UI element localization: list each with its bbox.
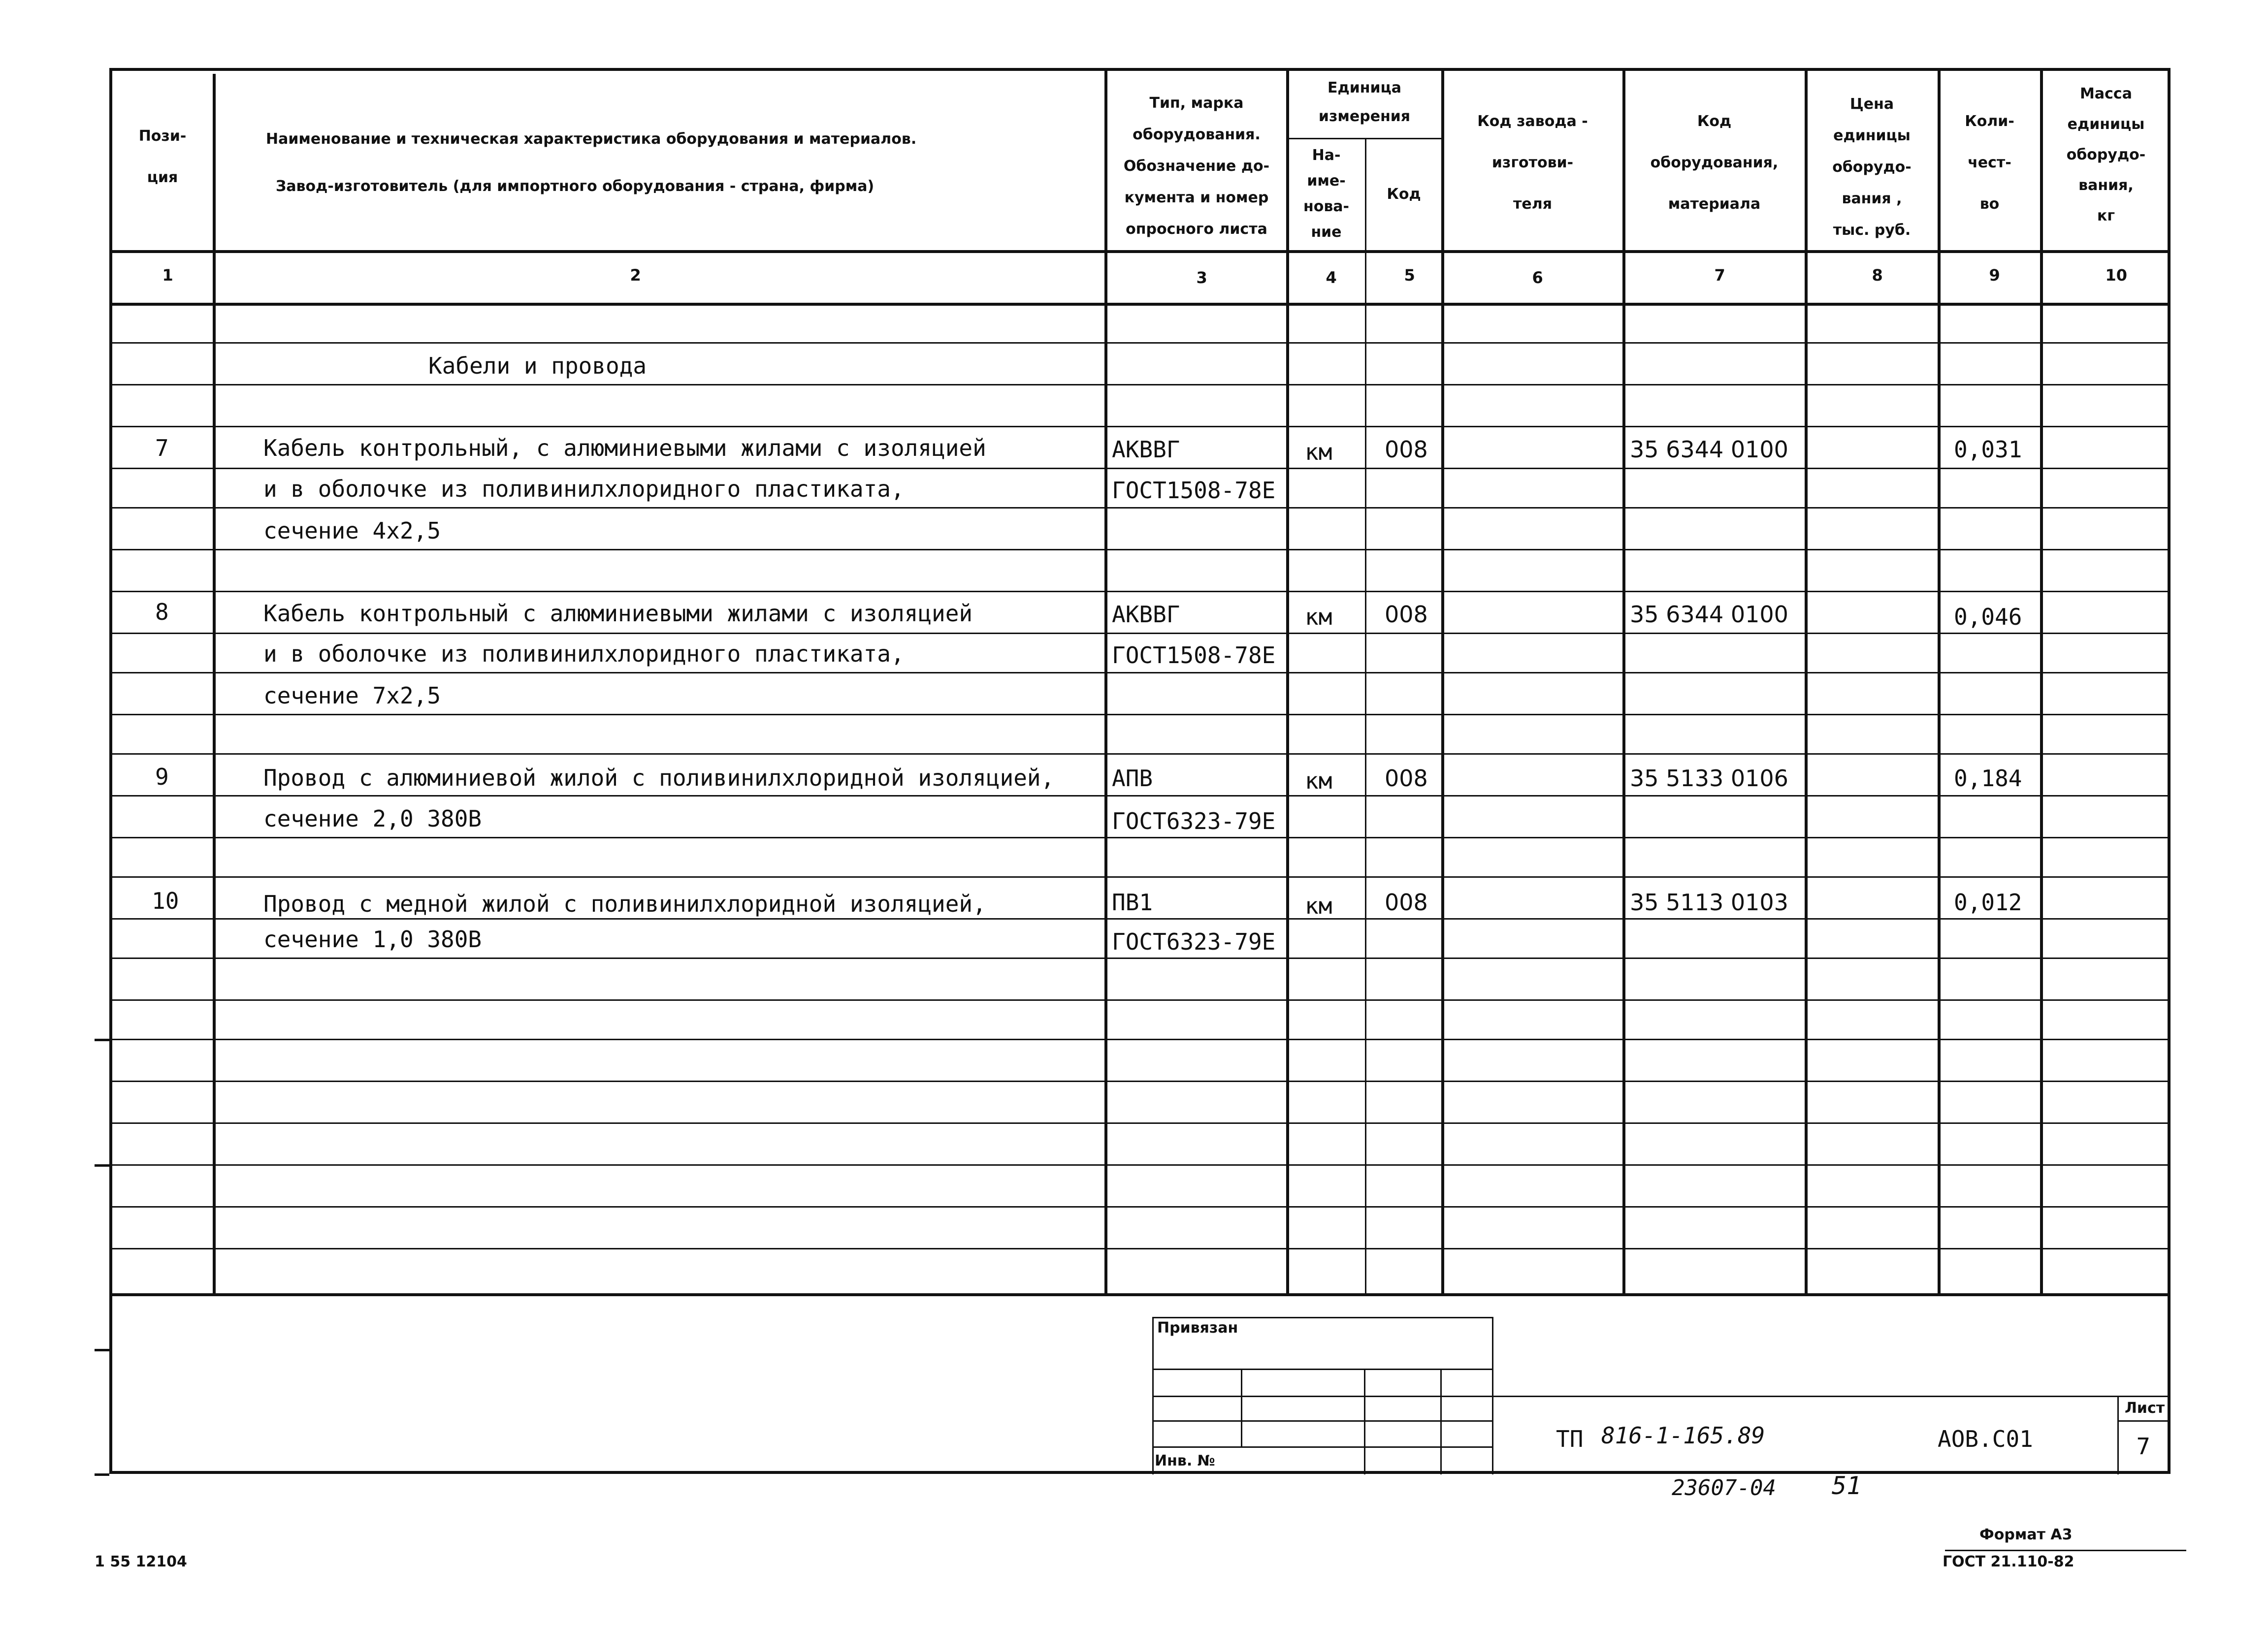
item-type: АКВВГ — [1112, 601, 1180, 628]
doc-designation: 816-1-165.89 — [1601, 1422, 1765, 1449]
table-row-line — [109, 1081, 2171, 1082]
header-unit-name: На- име- нова- ние — [1303, 147, 1350, 241]
colnum-10: 10 — [2105, 266, 2128, 285]
colnum-4: 4 — [1326, 268, 1337, 287]
colnum-2: 2 — [630, 266, 641, 285]
item-description-line: и в оболочке из поливинилхлоридного пластиката, — [263, 476, 905, 502]
footer-gost: ГОСТ 21.110-82 — [1943, 1553, 2074, 1570]
table-row-line — [109, 753, 2171, 755]
margin-tick — [95, 1039, 109, 1041]
header-quantity: Коли- чест- во — [1965, 113, 2014, 213]
item-description-line: Кабель контрольный, с алюминиевыми жилами с изоляцией — [263, 435, 986, 461]
item-description-line: Кабель контрольный с алюминиевыми жилами с изоляцией — [263, 600, 973, 627]
item-position: 9 — [155, 764, 169, 790]
item-standard: ГОСТ6323-79Е — [1112, 928, 1276, 955]
margin-tick — [95, 1349, 109, 1351]
item-unit-code: 008 — [1385, 601, 1428, 628]
item-type: АКВВГ — [1112, 436, 1180, 463]
table-row-line — [109, 342, 2171, 344]
item-description-line: сечение 2,0 380В — [263, 805, 482, 832]
item-description-line: Провод с медной жилой с поливинилхлоридной изоляцией, — [263, 891, 986, 917]
header-unit-code: Код — [1387, 186, 1421, 203]
item-description-line: сечение 1,0 380В — [263, 926, 482, 953]
colnum-8: 8 — [1872, 266, 1883, 285]
stamp-privyazan: Привязан — [1157, 1319, 1238, 1337]
item-description-line: и в оболочке из поливинилхлоридного пластиката, — [263, 640, 905, 667]
item-unit: км — [1305, 604, 1332, 630]
table-row-line — [109, 426, 2171, 427]
header-mass: Масса единицы оборудо- вания, кг — [2066, 85, 2146, 224]
sheet-number: 7 — [2136, 1433, 2151, 1460]
table-row-line — [109, 591, 2171, 592]
table-bottom-line — [109, 1293, 2171, 1296]
table-row-line — [109, 918, 2171, 920]
header-price: Цена единицы оборудо- вания , тыс. руб. — [1832, 96, 1912, 239]
header-type: Тип, марка оборудования. Обозначение до- кумента и номер опросного листа — [1123, 95, 1270, 238]
margin-tick — [95, 1473, 109, 1476]
item-quantity: 0,012 — [1954, 889, 2022, 916]
table-row-line — [109, 549, 2171, 550]
table-row-line — [109, 672, 2171, 673]
stamp-inv-number: Инв. № — [1155, 1452, 1215, 1469]
doc-prefix: ТП — [1556, 1426, 1584, 1452]
colnum-3: 3 — [1196, 268, 1207, 287]
table-row-line — [109, 384, 2171, 385]
colnum-5: 5 — [1404, 266, 1415, 285]
colnum-1: 1 — [162, 266, 173, 285]
header-name: Наименование и техническая характеристика оборудования и материалов. Завод-изготовитель (для импортного оборудования - страна, фирма) — [266, 130, 917, 195]
item-unit-code: 008 — [1385, 765, 1428, 792]
item-position: 8 — [155, 599, 169, 625]
item-unit-code: 008 — [1385, 436, 1428, 463]
table-row-line — [109, 1248, 2171, 1249]
item-unit: км — [1305, 439, 1332, 465]
table-row-line — [109, 958, 2171, 959]
table-row-line — [109, 999, 2171, 1001]
table-row-line — [109, 1122, 2171, 1124]
item-type: ПВ1 — [1112, 889, 1153, 916]
table-row-line — [109, 714, 2171, 715]
footer-format: Формат А3 — [1979, 1526, 2073, 1543]
item-quantity: 0,184 — [1954, 765, 2022, 792]
item-material-code: 35 6344 0100 — [1630, 436, 1788, 463]
col-divider-4 — [1365, 138, 1366, 1295]
item-quantity: 0,046 — [1954, 604, 2022, 630]
table-row-line — [109, 507, 2171, 509]
handwritten-number: 23607-04 — [1672, 1475, 1776, 1500]
table-row-line — [109, 1039, 2171, 1040]
item-position: 10 — [152, 888, 179, 914]
item-description-line: сечение 7х2,5 — [263, 682, 441, 709]
table-row-line — [109, 1206, 2171, 1208]
colnum-bottom-line — [109, 303, 2171, 306]
item-standard: ГОСТ1508-78Е — [1112, 642, 1276, 669]
footer-left-code: 1 55 12104 — [95, 1553, 187, 1570]
item-standard: ГОСТ1508-78Е — [1112, 477, 1276, 504]
col-divider-1 — [213, 74, 216, 1295]
colnum-9: 9 — [1989, 266, 2000, 285]
item-material-code: 35 6344 0100 — [1630, 601, 1788, 628]
item-type: АПВ — [1112, 765, 1153, 792]
table-row-line — [109, 795, 2171, 797]
table-row-line — [109, 876, 2171, 878]
item-material-code: 35 5113 0103 — [1630, 889, 1788, 916]
item-description-line: сечение 4х2,5 — [263, 517, 441, 544]
item-standard: ГОСТ6323-79Е — [1112, 808, 1276, 834]
table-row-line — [109, 633, 2171, 634]
sheet-label: Лист — [2125, 1400, 2165, 1417]
header-position: Пози- ция — [138, 128, 187, 186]
section-title: Кабели и провода — [428, 352, 647, 379]
footer-line — [1945, 1550, 2186, 1551]
colnum-6: 6 — [1532, 268, 1543, 287]
table-row-line — [109, 837, 2171, 838]
item-description-line: Провод с алюминиевой жилой с поливинилхлоридной изоляцией, — [263, 765, 1055, 791]
handwritten-page: 51 — [1832, 1471, 1862, 1500]
header-bottom-line — [109, 250, 2171, 253]
item-quantity: 0,031 — [1954, 436, 2022, 463]
colnum-7: 7 — [1714, 266, 1725, 285]
item-unit: км — [1305, 893, 1332, 919]
header-material-code: Код оборудования, материала — [1650, 113, 1779, 213]
item-position: 7 — [155, 435, 169, 461]
unit-group-line — [1286, 138, 1443, 139]
header-plant-code: Код завода - изготови- теля — [1477, 113, 1588, 213]
item-unit: км — [1305, 767, 1332, 794]
margin-tick — [95, 1164, 109, 1167]
item-unit-code: 008 — [1385, 889, 1428, 916]
table-row-line — [109, 468, 2171, 469]
item-material-code: 35 5133 0106 — [1630, 765, 1788, 792]
table-row-line — [109, 1164, 2171, 1166]
header-unit-group: Единица измерения — [1318, 79, 1411, 125]
doc-code: АОВ.С01 — [1938, 1426, 2033, 1452]
